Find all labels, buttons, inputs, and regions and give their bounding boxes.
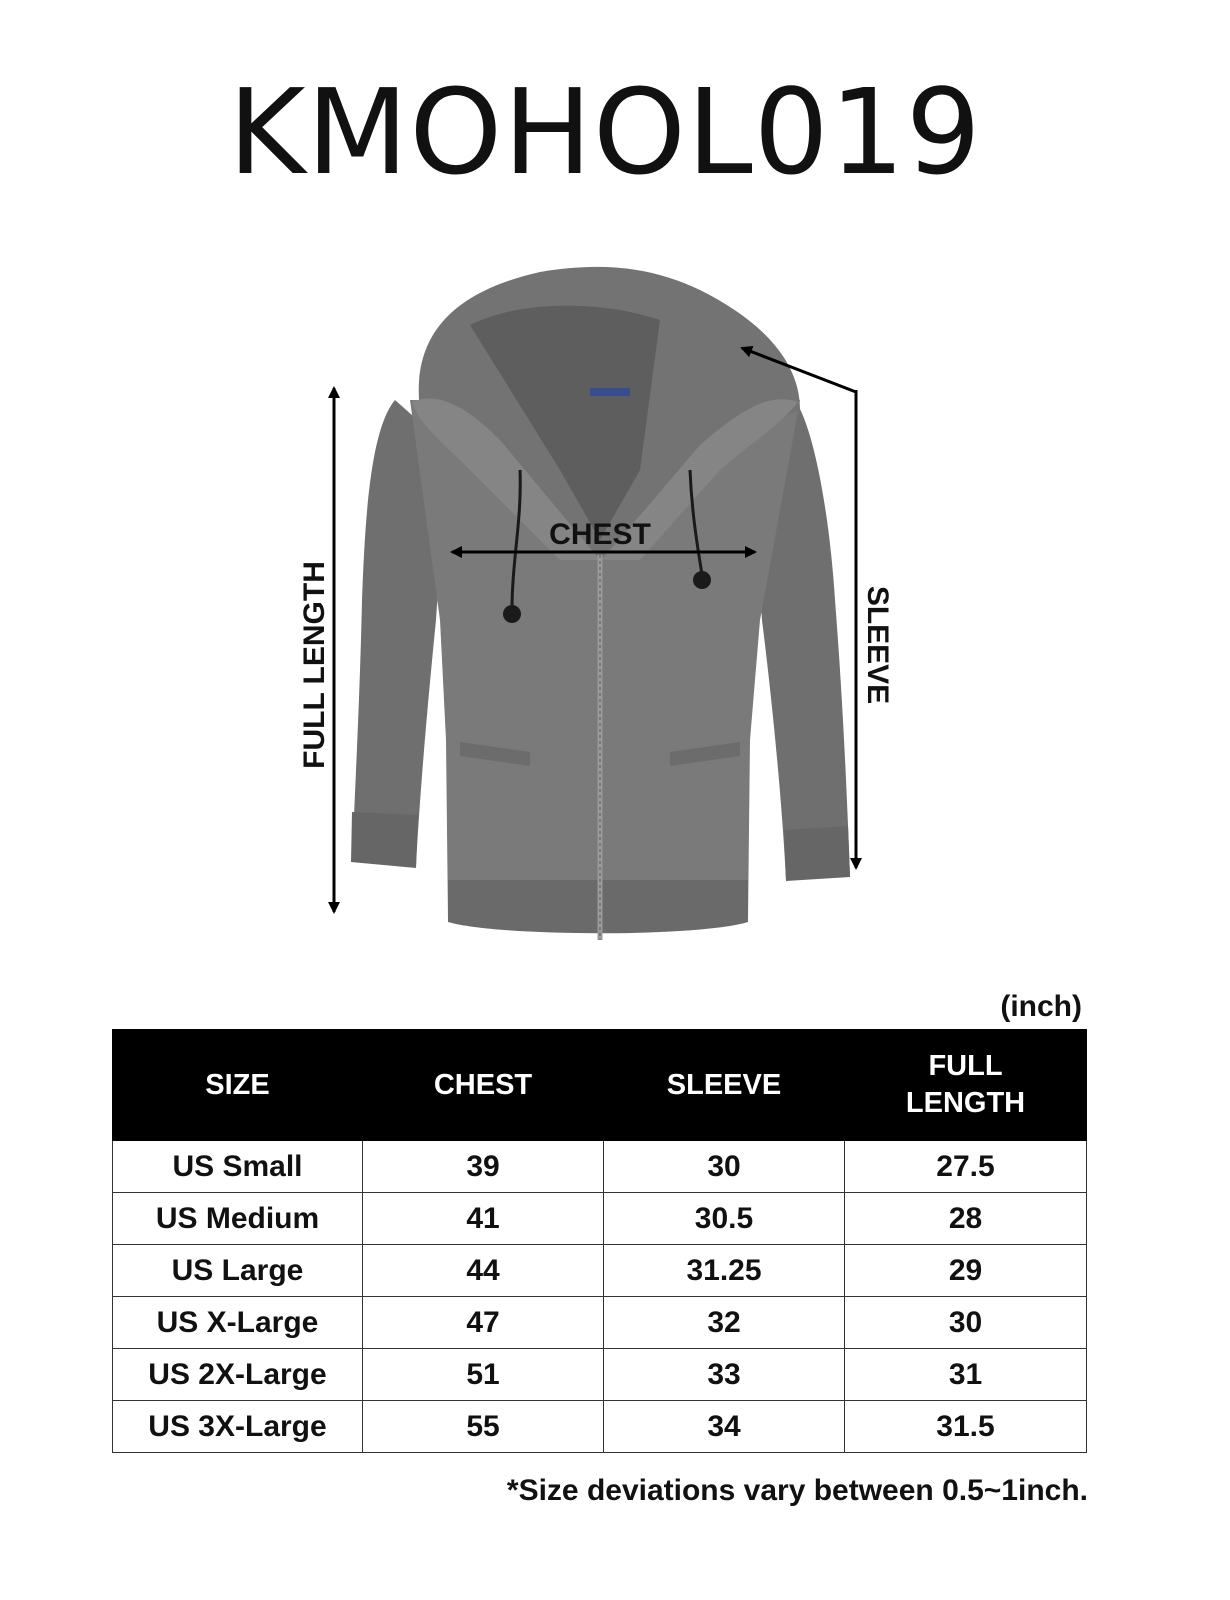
cell-sleeve: 30.5 xyxy=(604,1193,845,1245)
table-row xyxy=(113,1349,1087,1401)
cell-sleeve: 34 xyxy=(604,1401,845,1453)
cell-full-length: 27.5 xyxy=(845,1141,1087,1193)
cell-full-length: 31.5 xyxy=(845,1401,1087,1453)
size-deviation-footnote: *Size deviations vary between 0.5~1inch. xyxy=(506,1474,1088,1507)
cell-chest: 51 xyxy=(363,1349,604,1401)
cell-chest: 41 xyxy=(363,1193,604,1245)
cell-full-length: 30 xyxy=(845,1297,1087,1349)
cell-sleeve: 30 xyxy=(604,1141,845,1193)
cell-sleeve: 32 xyxy=(604,1297,845,1349)
cell-chest: 39 xyxy=(363,1141,604,1193)
cell-size: US Medium xyxy=(113,1193,363,1245)
cell-full-length: 31 xyxy=(845,1349,1087,1401)
cell-full-length: 28 xyxy=(845,1193,1087,1245)
cell-sleeve: 31.25 xyxy=(604,1245,845,1297)
cell-size: US Small xyxy=(113,1141,363,1193)
unit-label: (inch) xyxy=(1000,990,1082,1023)
table-header-row xyxy=(113,1030,1087,1141)
header-chest: CHEST xyxy=(363,1030,604,1141)
chest-label: CHEST xyxy=(549,518,651,551)
cell-chest: 55 xyxy=(363,1401,604,1453)
table-row xyxy=(113,1401,1087,1453)
size-chart-table xyxy=(112,1029,1087,1453)
table-row xyxy=(113,1245,1087,1297)
header-size: SIZE xyxy=(113,1030,363,1141)
table-row xyxy=(113,1297,1087,1349)
cell-size: US Large xyxy=(113,1245,363,1297)
sleeve-label: SLEEVE xyxy=(861,585,894,705)
cell-sleeve: 33 xyxy=(604,1349,845,1401)
cell-size: US X-Large xyxy=(113,1297,363,1349)
cell-size: US 2X-Large xyxy=(113,1349,363,1401)
cell-size: US 3X-Large xyxy=(113,1401,363,1453)
table-row xyxy=(113,1193,1087,1245)
table-row xyxy=(113,1141,1087,1193)
header-sleeve: SLEEVE xyxy=(604,1030,845,1141)
hoodie-illustration xyxy=(351,267,850,940)
header-full-line2: LENGTH xyxy=(905,1087,1026,1119)
full-length-label: FULL LENGTH xyxy=(298,561,331,769)
product-code-title: KMOHOL019 xyxy=(228,63,982,201)
header-full-line1: FULL xyxy=(928,1050,1003,1082)
header-full-length xyxy=(845,1030,1087,1141)
cell-full-length: 29 xyxy=(845,1245,1087,1297)
cell-chest: 44 xyxy=(363,1245,604,1297)
cell-chest: 47 xyxy=(363,1297,604,1349)
